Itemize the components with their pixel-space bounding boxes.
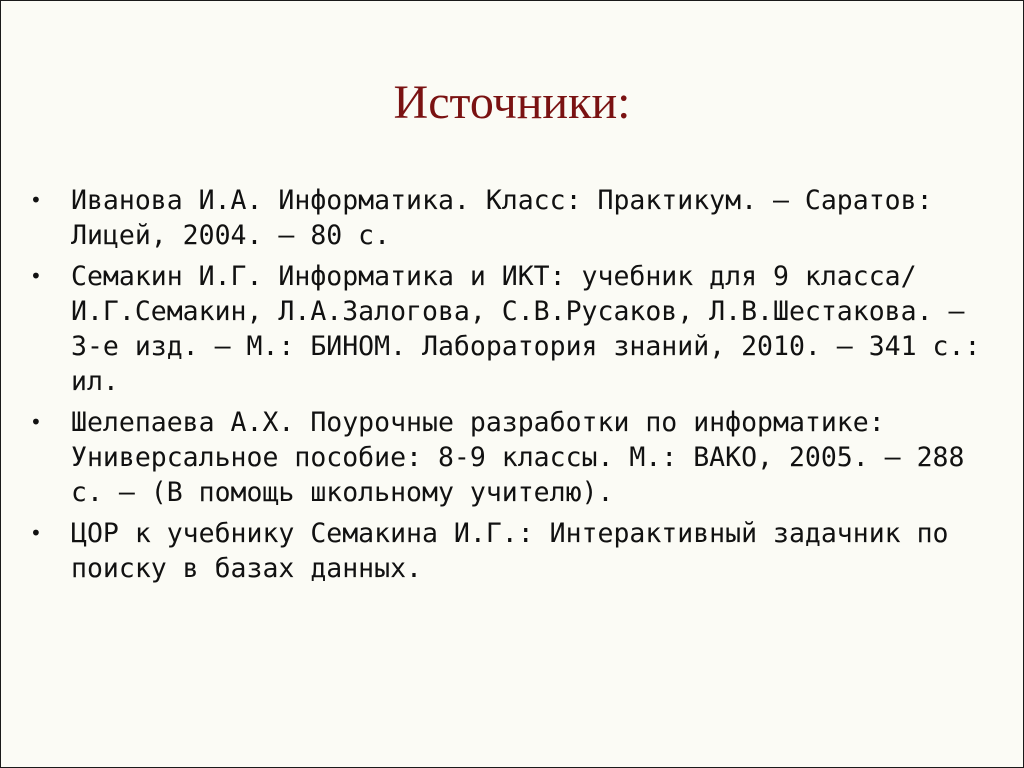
sources-list bbox=[1, 183, 1023, 592]
source-item bbox=[1, 516, 1023, 586]
bullet-icon: • bbox=[30, 188, 42, 212]
source-text: Иванова И.А. Информатика. Класс: Практикум. – Саратов: Лицей, 2004. – 80 с. bbox=[71, 185, 933, 251]
bullet-icon: • bbox=[30, 264, 42, 288]
source-item bbox=[1, 405, 1023, 510]
slide-title: Источники: bbox=[393, 76, 631, 129]
source-text: Семакин И.Г. Информатика и ИКТ: учебник для 9 класса/ И.Г.Семакин, Л.А.Залогова, С.В.Русаков, Л.В.Шестакова. – 3-е изд. – М.: БИНОМ. Лаборатория знаний, 2010. – 341 с.: ил. bbox=[71, 261, 981, 397]
source-item bbox=[1, 183, 1023, 253]
source-item bbox=[1, 259, 1023, 399]
source-text: Шелепаева А.Х. Поурочные разработки по информатике: Универсальное пособие: 8-9 классы. М.: ВАКО, 2005. – 288 с. – (В помощь школьному учителю). bbox=[71, 407, 965, 508]
source-text: ЦОР к учебнику Семакина И.Г.: Интерактивный задачник по поиску в базах данных. bbox=[71, 518, 949, 584]
bullet-icon: • bbox=[30, 521, 42, 545]
bullet-icon: • bbox=[30, 410, 42, 434]
